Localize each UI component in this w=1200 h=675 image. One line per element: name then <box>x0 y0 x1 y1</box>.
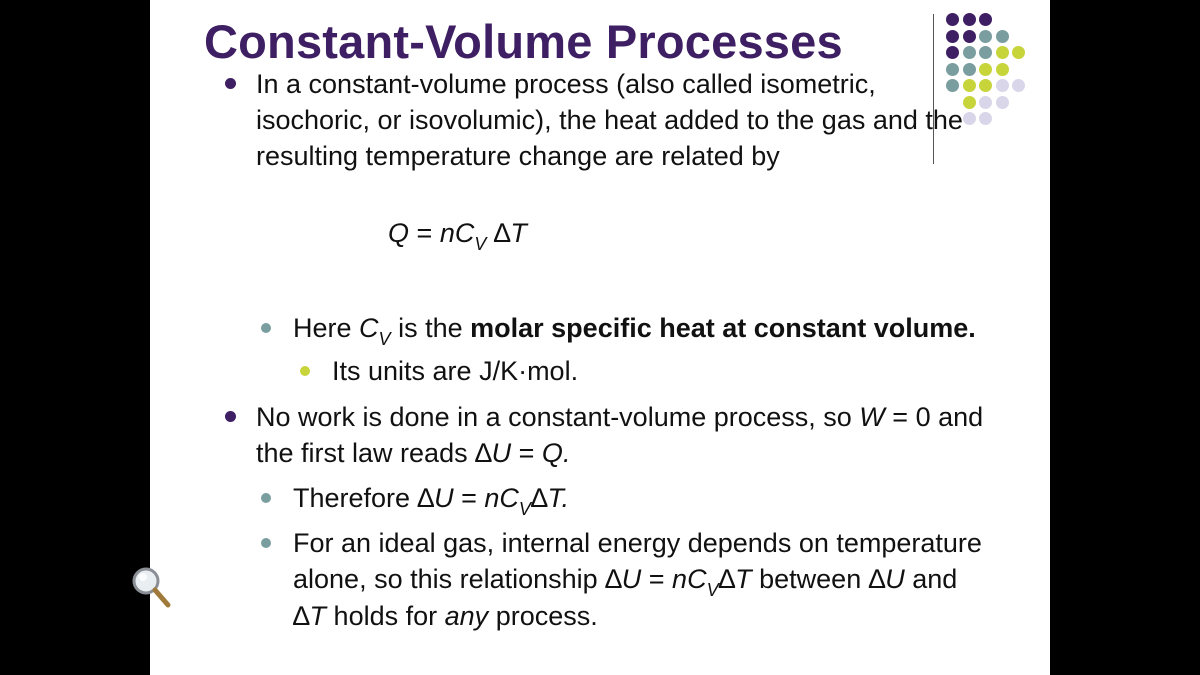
eq-n: n <box>439 218 455 248</box>
sub3-l2c: and <box>912 564 958 594</box>
decorative-dot <box>946 63 959 76</box>
decorative-dot <box>996 46 1009 59</box>
b2-l1b: = 0 and <box>892 402 984 432</box>
decorative-dot <box>979 30 992 43</box>
sub2-a: Therefore ∆ <box>293 483 435 513</box>
b2-u: U <box>491 438 512 468</box>
decorative-dot <box>946 13 959 26</box>
sub3-l3c: process. <box>495 601 598 631</box>
sub3-u2: U <box>885 564 905 594</box>
decorative-dot <box>963 63 976 76</box>
sub3-any: any <box>444 601 489 631</box>
bullet-marker-icon <box>261 538 271 548</box>
eq-q: Q <box>388 218 410 248</box>
eq-equals: = <box>416 218 433 248</box>
units-text: Its units are J/K·mol. <box>332 356 579 386</box>
b2-l1a: No work is done in a constant-volume process, so <box>256 402 852 432</box>
sub2-c: C <box>499 483 519 513</box>
sub1-c: C <box>359 313 379 343</box>
sub2-sub-v: V <box>518 499 531 519</box>
eq-c: C <box>454 218 475 248</box>
bullet-1 <box>225 66 876 103</box>
decorative-dot <box>996 30 1009 43</box>
eq-sub-v: V <box>474 234 487 254</box>
sub3-eq: = <box>648 564 665 594</box>
decorative-dot <box>979 112 992 125</box>
sub-bullet-3-line-2 <box>261 561 957 601</box>
decorative-dot <box>963 46 976 59</box>
decorative-dot <box>963 79 976 92</box>
sub2-u: U <box>434 483 454 513</box>
bullet-marker-icon <box>300 366 310 376</box>
sub1-bold-term: molar specific heat at constant volume. <box>470 313 976 343</box>
sub-bullet-3 <box>261 525 982 562</box>
decorative-dot <box>963 96 976 109</box>
sub3-l3a: ∆ <box>293 601 310 631</box>
bullet-marker-icon <box>261 323 271 333</box>
sub3-n: n <box>672 564 688 594</box>
sub2-delta: ∆ <box>530 483 548 513</box>
decorative-dot <box>963 112 976 125</box>
sub2-t: T <box>547 483 562 513</box>
eq-t: T <box>510 218 527 248</box>
sub3-line-1: For an ideal gas, internal energy depends on temperature <box>293 528 982 558</box>
bullet-2-line-2 <box>225 435 570 472</box>
b2-l2a: the first law reads ∆ <box>256 438 492 468</box>
decorative-dot <box>963 13 976 26</box>
decorative-dot <box>946 79 959 92</box>
decorative-dot <box>979 13 992 26</box>
sub3-l3b: holds for <box>333 601 438 631</box>
b2-l2b: = <box>518 438 535 468</box>
sub2-period: . <box>561 483 569 513</box>
eq-delta: ∆ <box>493 218 511 248</box>
sub3-u: U <box>621 564 642 594</box>
sub1-here: Here <box>293 313 352 343</box>
bullet-marker-icon <box>225 411 236 422</box>
decorative-dot <box>979 79 992 92</box>
slide-title: Constant-Volume Processes <box>204 15 843 68</box>
slide <box>150 0 1050 675</box>
decorative-dot <box>996 96 1009 109</box>
equation-heat-constant-volume <box>388 218 527 254</box>
sub3-delta: ∆ <box>718 564 736 594</box>
sub3-c: C <box>687 564 707 594</box>
b2-w: W <box>859 402 885 432</box>
bullet-1-line-3: resulting temperature change are related by <box>256 141 780 171</box>
title-divider-line <box>933 14 934 164</box>
sub1-is-the: is the <box>398 313 463 343</box>
decorative-dot <box>963 30 976 43</box>
decorative-dot <box>996 63 1009 76</box>
bullet-marker-icon <box>261 493 271 503</box>
sub2-eq: = <box>461 483 477 513</box>
sub-bullet-1 <box>261 310 976 350</box>
bullet-marker-icon <box>225 78 236 89</box>
sub3-sub-v: V <box>706 580 719 600</box>
sub3-l2a: alone, so this relationship ∆ <box>293 564 622 594</box>
sub3-t: T <box>735 564 752 594</box>
sub2-n: n <box>484 483 500 513</box>
decorative-dot <box>946 46 959 59</box>
decorative-dot <box>1012 79 1025 92</box>
sub3-l2b: between ∆ <box>759 564 886 594</box>
decorative-dot <box>979 96 992 109</box>
sub-bullet-3-line-3 <box>261 598 598 635</box>
decorative-dot <box>979 46 992 59</box>
bullet-2 <box>225 399 983 436</box>
decorative-dot <box>996 79 1009 92</box>
sub-sub-bullet-1 <box>300 353 578 390</box>
decorative-dot <box>979 63 992 76</box>
sub3-t2: T <box>309 601 327 631</box>
sub1-sub-v: V <box>378 329 391 349</box>
magnifier-icon[interactable] <box>130 565 174 609</box>
bullet-1-line-1: In a constant-volume process (also called isometric, <box>256 69 876 99</box>
b2-period: . <box>562 438 571 468</box>
b2-q: Q <box>541 438 563 468</box>
decorative-dot <box>946 30 959 43</box>
decorative-dot <box>1012 46 1025 59</box>
sub-bullet-2 <box>261 480 569 520</box>
bullet-1-line-2: isochoric, or isovolumic), the heat added to the gas and the <box>256 105 963 135</box>
